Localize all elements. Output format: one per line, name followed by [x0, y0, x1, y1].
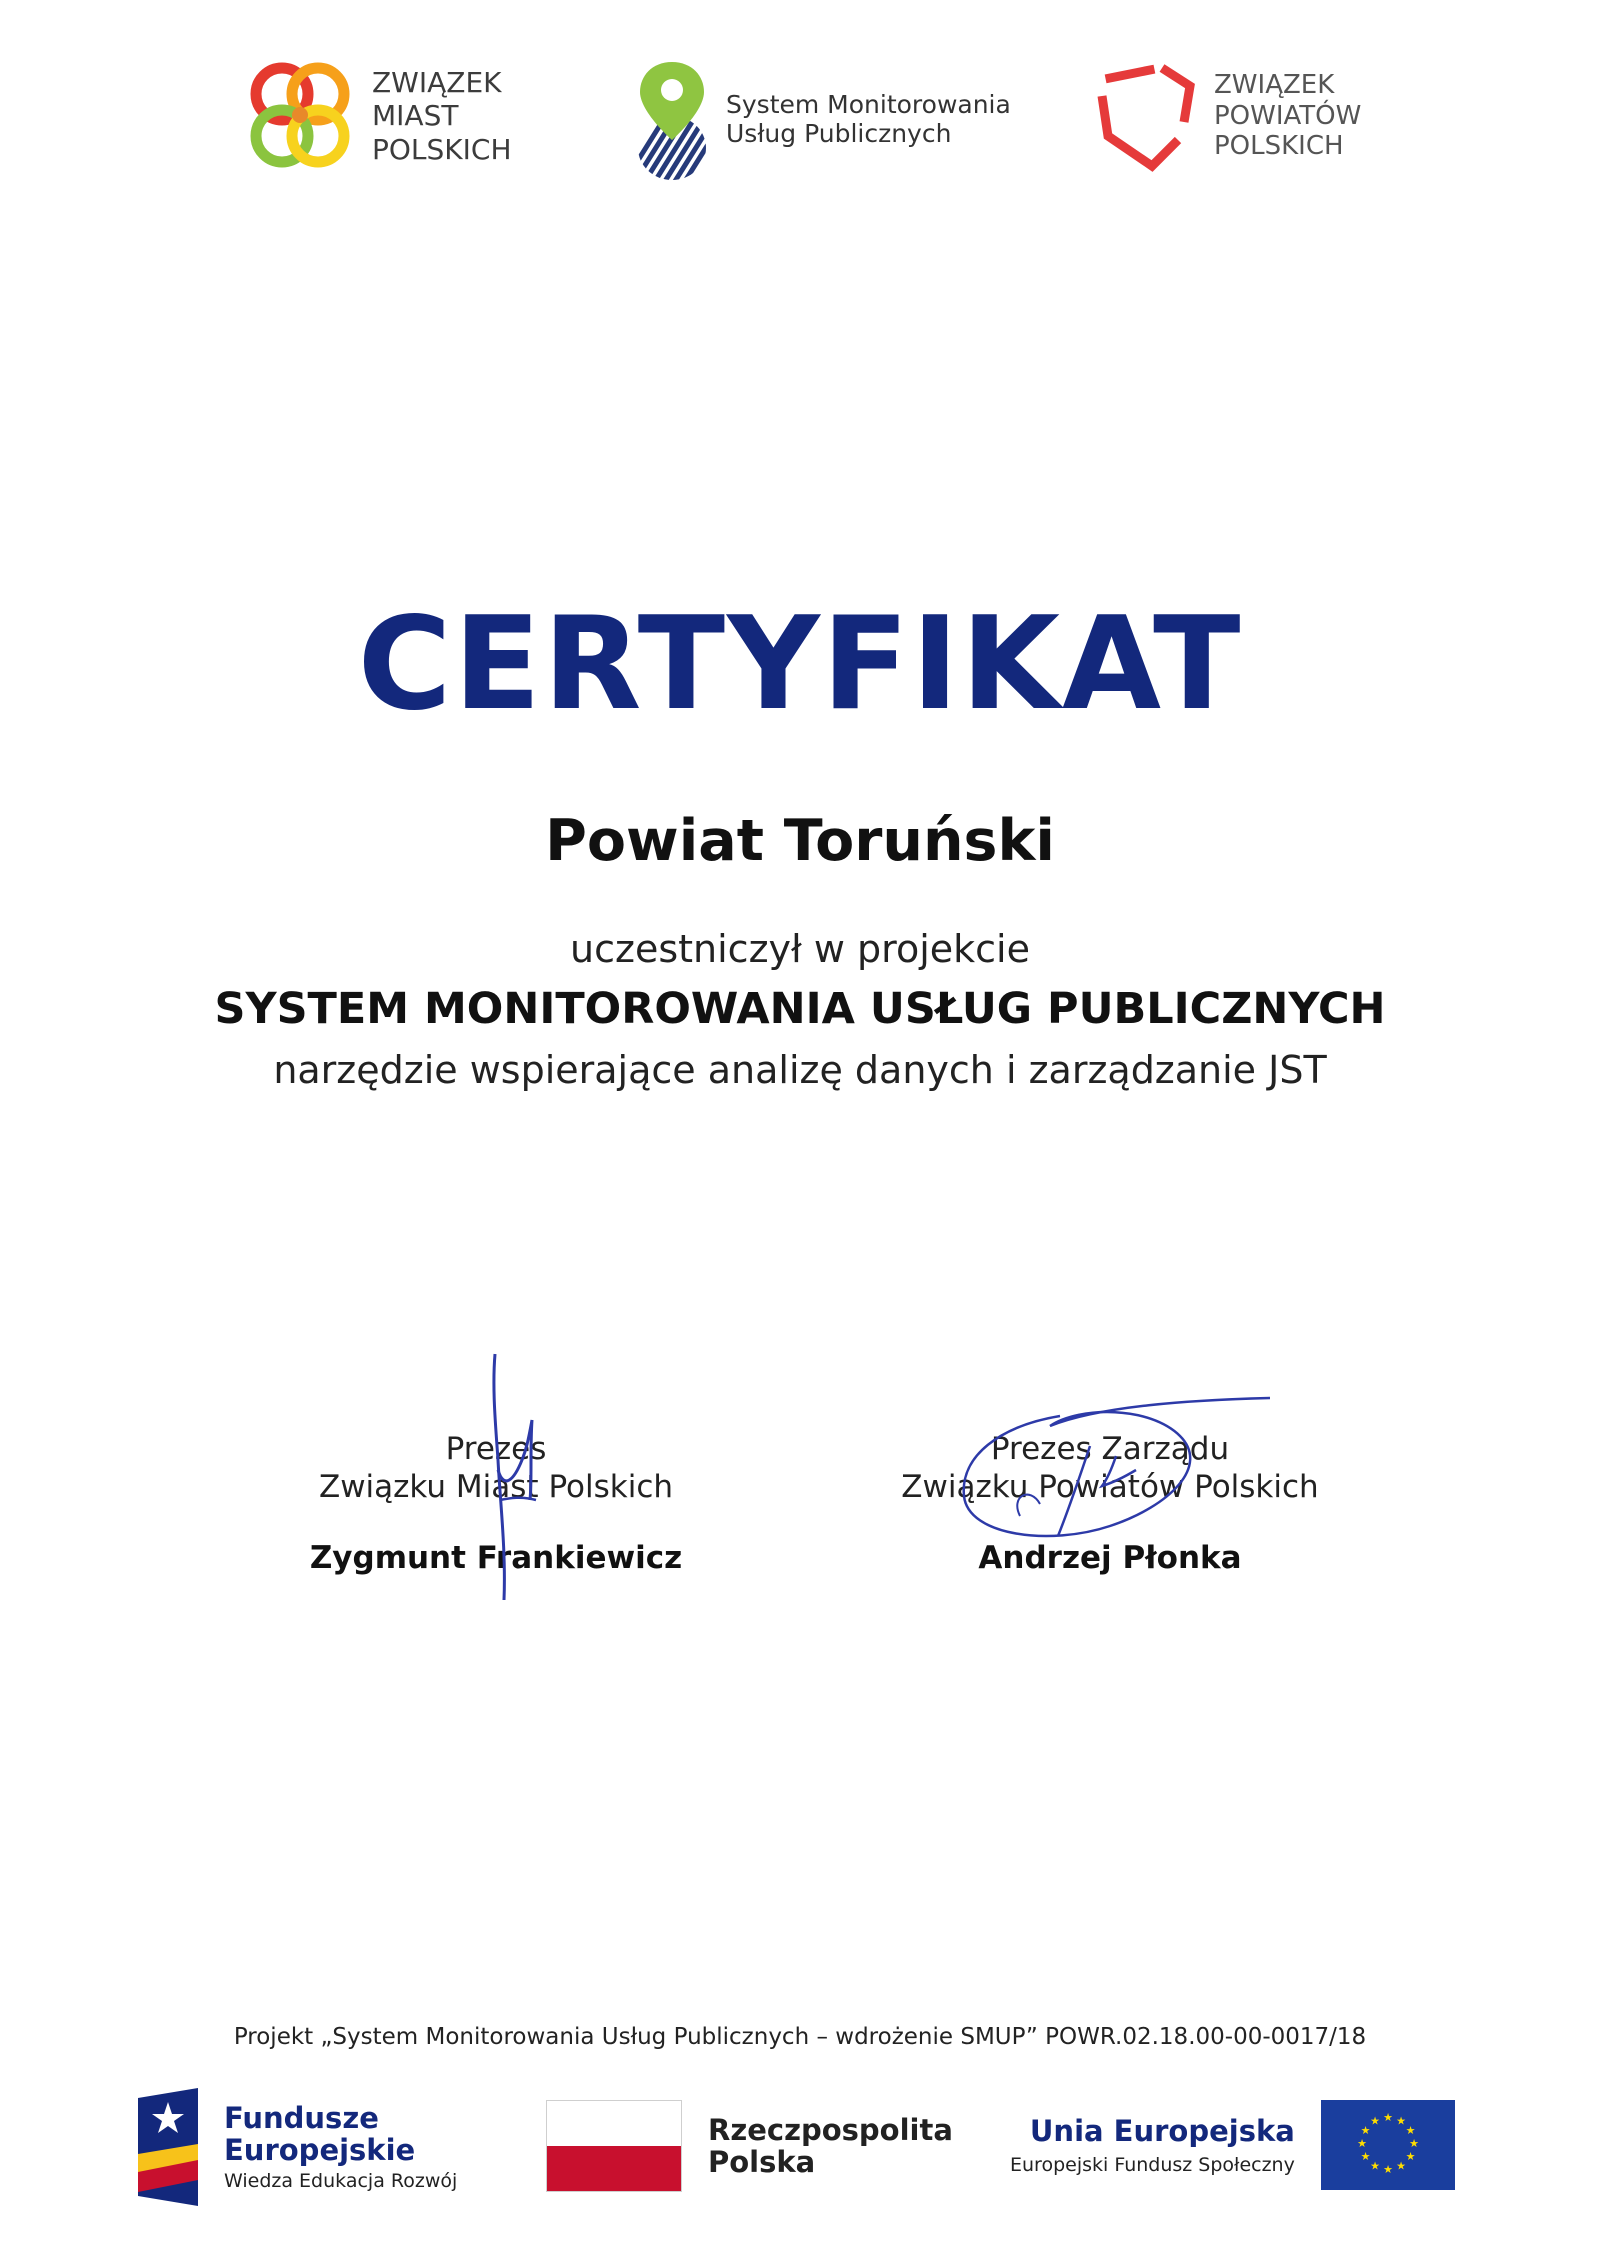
fundusze-title-line-2: Europejskie	[224, 2133, 416, 2167]
zwiazek-powiatow-polskich-logo	[1090, 56, 1361, 176]
svg-text:★: ★	[1395, 2159, 1406, 2173]
zpp-line-1: ZWIĄZEK	[1214, 69, 1335, 100]
zpp-logo-text	[1214, 70, 1361, 162]
project-reference-note: Projekt „System Monitorowania Usług Publicznych – wdrożenie SMUP” POWR.02.18.00-00-0017/18	[233, 2024, 1367, 2050]
rings-emblem-icon	[240, 56, 360, 176]
svg-text:★: ★	[1382, 2163, 1393, 2176]
polish-flag-icon	[546, 2100, 682, 2192]
svg-text:★: ★	[1405, 2124, 1416, 2137]
svg-text:★: ★	[1360, 2124, 1371, 2137]
rzeczpospolita-polska-logo	[546, 2100, 953, 2192]
svg-text:★: ★	[1369, 2114, 1380, 2128]
signature-block-zpp	[830, 1430, 1390, 1576]
header-logos	[0, 50, 1600, 190]
svg-text:★: ★	[1369, 2159, 1380, 2173]
recipient-name: Powiat Toruński	[545, 808, 1055, 874]
svg-text:★: ★	[1360, 2150, 1371, 2163]
footer-logos	[0, 2080, 1600, 2220]
rzeczpospolita-line-1: Rzeczpospolita	[708, 2113, 953, 2147]
unia-text	[1010, 2114, 1295, 2176]
eu-stars-icon	[1321, 2100, 1455, 2190]
intro-text: uczestniczył w projekcie	[570, 927, 1030, 971]
eu-flag-icon	[1321, 2100, 1455, 2190]
signer-role-line-2: Związku Powiatów Polskich	[901, 1469, 1319, 1505]
fundusze-title-line-1: Fundusze	[224, 2101, 379, 2135]
smup-logo	[632, 56, 1011, 182]
polygon-emblem-icon	[1090, 56, 1200, 176]
rzeczpospolita-line-2: Polska	[708, 2145, 816, 2179]
unia-subtitle: Europejski Fundusz Społeczny	[1010, 2154, 1295, 2176]
zwiazek-miast-polskich-logo	[240, 56, 512, 176]
fundusze-europejskie-logo	[138, 2088, 457, 2206]
smup-line-2: Usług Publicznych	[726, 119, 952, 148]
unia-europejska-logo	[1010, 2100, 1455, 2190]
svg-text:★: ★	[1356, 2137, 1367, 2150]
signer-role-line-1: Prezes	[445, 1431, 547, 1467]
svg-text:★: ★	[1405, 2150, 1416, 2163]
zpp-line-3: POLSKICH	[1214, 131, 1344, 162]
zpp-line-2: POWIATÓW	[1214, 100, 1362, 131]
signature-block-zmp	[216, 1430, 776, 1576]
unia-title: Unia Europejska	[1029, 2114, 1295, 2148]
fundusze-europejskie-emblem-icon	[138, 2088, 198, 2206]
project-name: SYSTEM MONITOROWANIA USŁUG PUBLICZNYCH	[214, 984, 1386, 1034]
signer-name: Andrzej Płonka	[978, 1540, 1242, 1576]
certificate-title: CERTYFIKAT	[357, 590, 1243, 739]
signer-role-line-2: Związku Miast Polskich	[318, 1469, 674, 1505]
location-pin-icon	[632, 56, 712, 182]
zmp-line-2: MIAST	[372, 99, 459, 133]
smup-logo-text	[726, 90, 1011, 149]
fundusze-text	[224, 2102, 457, 2192]
smup-line-1: System Monitorowania	[726, 89, 1011, 119]
svg-text:★: ★	[1408, 2137, 1419, 2150]
svg-text:★: ★	[1382, 2111, 1393, 2124]
signer-role-line-1: Prezes Zarządu	[990, 1431, 1230, 1467]
zmp-line-3: POLSKICH	[372, 132, 512, 166]
zmp-logo-text	[372, 66, 512, 165]
fundusze-subtitle: Wiedza Edukacja Rozwój	[224, 2170, 458, 2192]
project-description: narzędzie wspierające analizę danych i zarządzanie JST	[273, 1048, 1327, 1092]
signer-name: Zygmunt Frankiewicz	[309, 1540, 683, 1576]
rzeczpospolita-text	[708, 2114, 953, 2178]
signatures-section	[0, 1350, 1600, 1610]
zmp-line-1: ZWIĄZEK	[372, 66, 502, 100]
certificate-body	[0, 920, 1600, 1100]
svg-text:★: ★	[1395, 2114, 1406, 2128]
